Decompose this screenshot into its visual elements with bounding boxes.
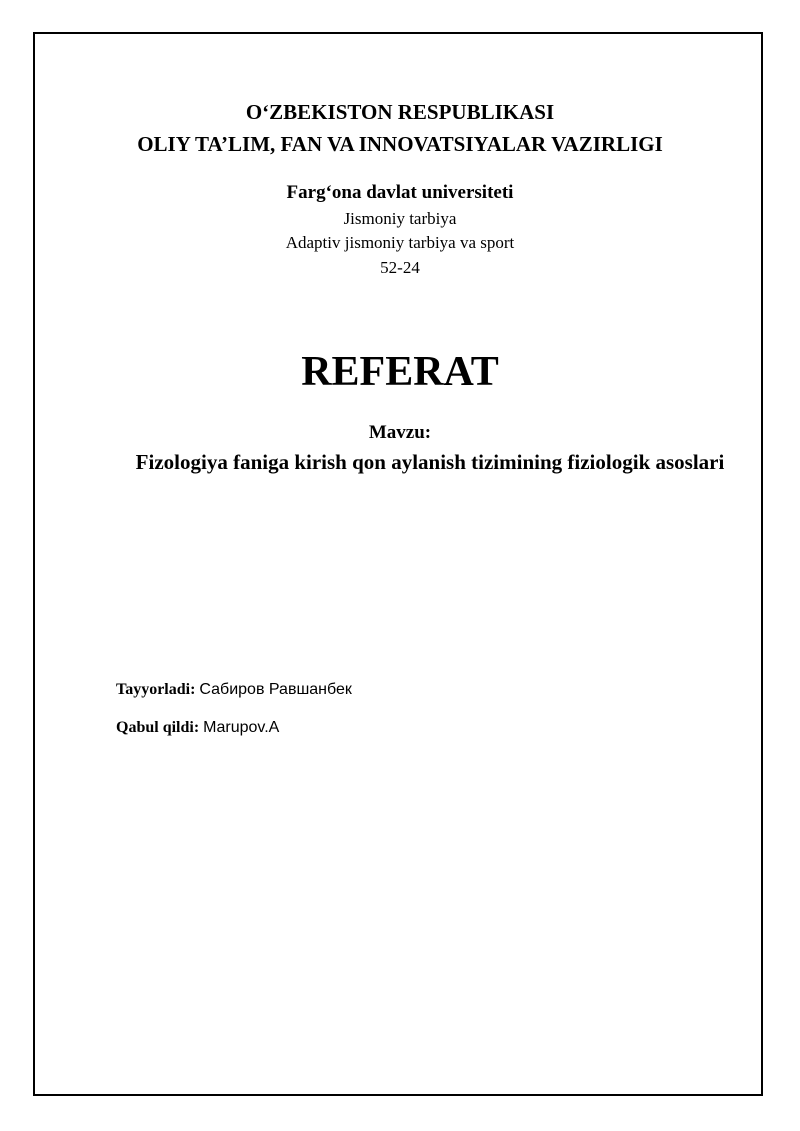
ministry-title: OLIY TA’LIM, FAN VA INNOVATSIYALAR VAZIRLIGI [137, 132, 663, 156]
prepared-by-label: Tayyorladi: [116, 681, 196, 698]
topic-label: Mavzu: [368, 422, 432, 443]
topic-title: Fizologiya faniga kirish qon aylanish tizimining fiziologik asoslari [135, 450, 725, 474]
accepted-by-label: Qabul qildi: [116, 719, 200, 736]
country-title: O‘ZBEKISTON RESPUBLIKASI [245, 100, 555, 124]
accepted-by-line [116, 717, 279, 739]
specialty-name: Adaptiv jismoniy tarbiya va sport [285, 233, 515, 252]
group-number: 52-24 [380, 258, 420, 277]
prepared-by-line [116, 679, 352, 701]
faculty-name: Jismoniy tarbiya [343, 209, 457, 228]
document-type-title: REFERAT [301, 349, 499, 395]
prepared-by-name: Сабиров Равшанбек [199, 681, 352, 698]
university-name: Farg‘ona davlat universiteti [286, 182, 514, 203]
accepted-by-name: Marupov.A [203, 719, 280, 736]
